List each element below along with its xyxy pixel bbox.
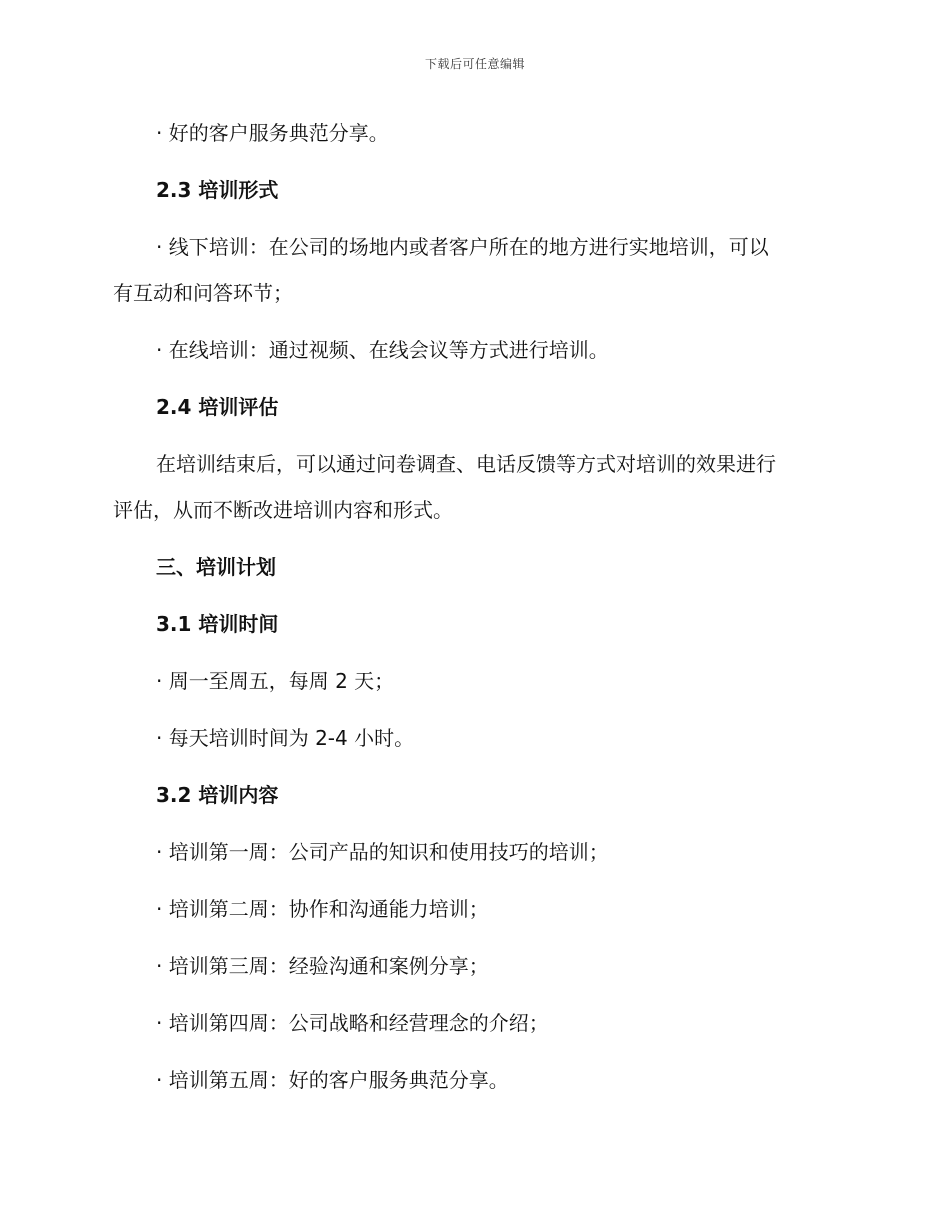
bullet-item-time-1: · 周一至周五，每周 2 天； <box>156 669 395 693</box>
page-header-note: 下载后可任意编辑 <box>424 57 525 71</box>
section-heading-3-1: 3.1 培训时间 <box>156 612 279 636</box>
bullet-item-week-5: · 培训第五周：好的客户服务典范分享。 <box>156 1068 509 1092</box>
section-heading-3-2: 3.2 培训内容 <box>156 783 279 807</box>
section-heading-2-4: 2.4 培训评估 <box>156 395 279 419</box>
paragraph-evaluation: 在培训结束后，可以通过问卷调查、电话反馈等方式对培训的效果进行 <box>156 452 776 476</box>
bullet-item-time-2: · 每天培训时间为 2-4 小时。 <box>156 726 415 750</box>
chapter-heading-3: 三、培训计划 <box>156 555 276 579</box>
bullet-item-offline: · 线下培训：在公司的场地内或者客户所在的地方进行实地培训，可以 <box>156 235 769 259</box>
bullet-item-week-1: · 培训第一周：公司产品的知识和使用技巧的培训； <box>156 840 609 864</box>
document-body <box>113 110 833 1103</box>
section-heading-2-3: 2.3 培训形式 <box>156 178 279 202</box>
bullet-item-week-3: · 培训第三周：经验沟通和案例分享； <box>156 954 489 978</box>
bullet-item-online: · 在线培训：通过视频、在线会议等方式进行培训。 <box>156 338 609 362</box>
bullet-item-week-2: · 培训第二周：协作和沟通能力培训； <box>156 897 489 921</box>
bullet-item-offline-cont: 有互动和问答环节； <box>113 281 293 305</box>
bullet-item: · 好的客户服务典范分享。 <box>156 121 389 145</box>
bullet-item-week-4: · 培训第四周：公司战略和经营理念的介绍； <box>156 1011 549 1035</box>
paragraph-evaluation-cont: 评估，从而不断改进培训内容和形式。 <box>113 498 453 522</box>
